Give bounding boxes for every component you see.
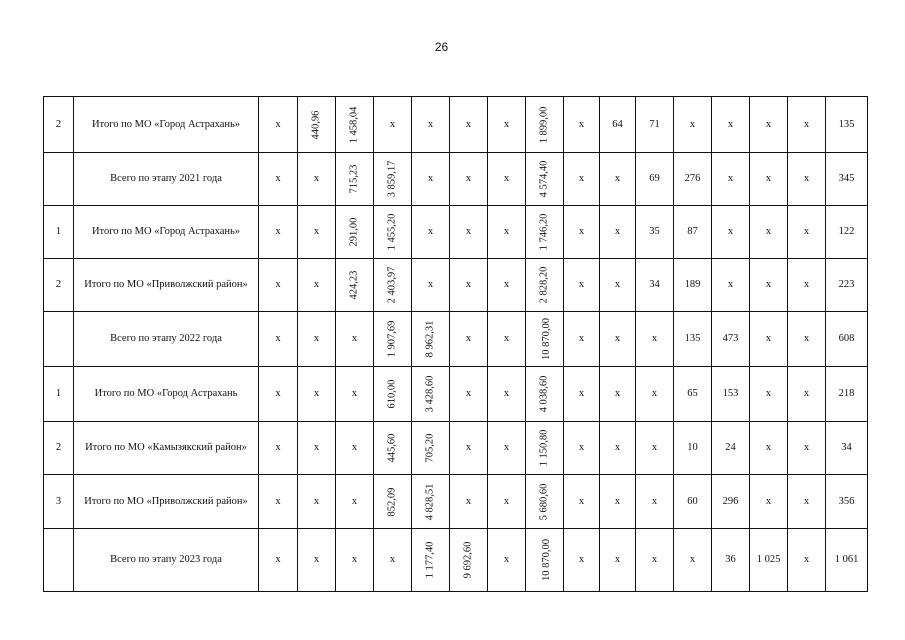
value-cell	[526, 312, 564, 367]
value-cell	[374, 475, 412, 529]
value-cell	[374, 422, 412, 475]
value-cell: 189	[674, 259, 712, 312]
table-row	[44, 312, 868, 367]
rotated-value: 10 870,00	[541, 318, 552, 360]
value-cell: x	[259, 312, 298, 367]
row-number-cell	[44, 153, 74, 206]
value-cell: x	[298, 475, 336, 529]
value-cell	[526, 422, 564, 475]
value-cell: x	[750, 259, 788, 312]
value-cell	[450, 529, 488, 592]
rotated-value: 4 828,51	[424, 483, 436, 520]
value-cell: x	[336, 422, 374, 475]
value-cell: x	[259, 259, 298, 312]
value-cell: 473	[712, 312, 750, 367]
row-number-cell: 2	[44, 97, 74, 153]
row-name-cell: Итого по МО «Приволжский район»	[74, 475, 259, 529]
value-cell: x	[636, 529, 674, 592]
value-cell: 34	[636, 259, 674, 312]
rotated-value: 3 428,60	[424, 375, 436, 413]
value-cell: x	[564, 97, 600, 153]
value-cell: x	[450, 259, 488, 312]
rotated-value: 440,96	[310, 110, 322, 139]
table-row	[44, 206, 868, 259]
rotated-value: 8 962,31	[424, 320, 436, 358]
rotated-value: 9 692,60	[462, 541, 474, 579]
rotated-value: 1 746,20	[538, 213, 550, 251]
value-cell: 135	[674, 312, 712, 367]
value-cell: x	[336, 312, 374, 367]
value-cell: x	[750, 153, 788, 206]
value-cell: 356	[826, 475, 868, 529]
value-cell: x	[374, 97, 412, 153]
value-cell: 296	[712, 475, 750, 529]
row-name-cell: Всего по этапу 2022 года	[74, 312, 259, 367]
rotated-value: 1 150,80	[538, 429, 550, 467]
value-cell: x	[636, 475, 674, 529]
value-cell	[336, 259, 374, 312]
value-cell	[374, 153, 412, 206]
rotated-value: 291,00	[348, 217, 360, 247]
value-cell: x	[788, 259, 826, 312]
value-cell: 153	[712, 367, 750, 422]
value-cell	[336, 153, 374, 206]
table-row	[44, 153, 868, 206]
table-row	[44, 367, 868, 422]
value-cell: x	[636, 367, 674, 422]
table-row	[44, 529, 868, 592]
page-number: 26	[434, 40, 449, 54]
value-cell: x	[259, 367, 298, 422]
value-cell: x	[450, 475, 488, 529]
value-cell: x	[788, 206, 826, 259]
rotated-value: 3 859,17	[386, 160, 398, 198]
value-cell	[412, 312, 450, 367]
value-cell: x	[636, 312, 674, 367]
rotated-value: 1 899,00	[538, 106, 550, 143]
value-cell: x	[564, 475, 600, 529]
rotated-value: 705,20	[424, 433, 436, 463]
row-number-cell: 1	[44, 206, 74, 259]
value-cell: x	[488, 153, 526, 206]
value-cell: 65	[674, 367, 712, 422]
value-cell: x	[488, 367, 526, 422]
value-cell: x	[788, 97, 826, 153]
value-cell: x	[674, 529, 712, 592]
value-cell: x	[374, 529, 412, 592]
value-cell	[526, 529, 564, 592]
value-cell: x	[788, 367, 826, 422]
value-cell: x	[259, 206, 298, 259]
rotated-value: 1 177,40	[424, 541, 436, 579]
rotated-value: 852,09	[386, 487, 398, 516]
value-cell: x	[298, 529, 336, 592]
value-cell: x	[336, 475, 374, 529]
table-row	[44, 475, 868, 529]
row-name-cell: Итого по МО «Камызякский район»	[74, 422, 259, 475]
value-cell: x	[600, 422, 636, 475]
value-cell	[526, 367, 564, 422]
value-cell: 35	[636, 206, 674, 259]
value-cell: x	[450, 367, 488, 422]
row-name-cell: Итого по МО «Город Астрахань»	[74, 97, 259, 153]
value-cell	[526, 97, 564, 153]
value-cell: x	[488, 475, 526, 529]
value-cell	[336, 97, 374, 153]
row-number-cell	[44, 312, 74, 367]
value-cell: x	[750, 206, 788, 259]
row-number-cell: 3	[44, 475, 74, 529]
value-cell: x	[600, 153, 636, 206]
value-cell: 135	[826, 97, 868, 153]
value-cell	[526, 153, 564, 206]
value-cell	[374, 367, 412, 422]
value-cell: x	[564, 259, 600, 312]
value-cell	[412, 422, 450, 475]
value-cell: x	[259, 529, 298, 592]
row-number-cell: 2	[44, 259, 74, 312]
value-cell: 64	[600, 97, 636, 153]
value-cell: x	[750, 97, 788, 153]
table-row	[44, 97, 868, 153]
value-cell: x	[788, 529, 826, 592]
value-cell: x	[788, 153, 826, 206]
value-cell	[412, 529, 450, 592]
value-cell: x	[412, 206, 450, 259]
value-cell: x	[298, 259, 336, 312]
value-cell: x	[488, 206, 526, 259]
value-cell: x	[750, 422, 788, 475]
rotated-value: 1 455,20	[386, 213, 398, 251]
value-cell: 608	[826, 312, 868, 367]
value-cell: x	[259, 475, 298, 529]
value-cell: x	[488, 422, 526, 475]
value-cell: x	[259, 97, 298, 153]
value-cell: x	[788, 475, 826, 529]
row-number-cell: 1	[44, 367, 74, 422]
rotated-value: 10 870,00	[541, 539, 552, 581]
value-cell: x	[336, 529, 374, 592]
value-cell: x	[750, 475, 788, 529]
value-cell: x	[450, 206, 488, 259]
rotated-value: 1 458,04	[348, 106, 360, 143]
rotated-value: 4 574,40	[538, 160, 550, 198]
value-cell	[412, 475, 450, 529]
value-cell: 1 025	[750, 529, 788, 592]
value-cell: x	[412, 259, 450, 312]
value-cell	[412, 367, 450, 422]
rotated-value: 445,60	[386, 433, 398, 463]
value-cell: 69	[636, 153, 674, 206]
value-cell: x	[564, 529, 600, 592]
rotated-value: 5 680,60	[538, 483, 550, 520]
value-cell: x	[450, 312, 488, 367]
value-cell: x	[298, 422, 336, 475]
value-cell: x	[636, 422, 674, 475]
value-cell: x	[259, 422, 298, 475]
rotated-value: 1 907,69	[386, 320, 398, 358]
value-cell: x	[412, 97, 450, 153]
value-cell: 223	[826, 259, 868, 312]
row-name-cell: Итого по МО «Город Астрахань	[74, 367, 259, 422]
value-cell: x	[298, 206, 336, 259]
value-cell: x	[488, 529, 526, 592]
value-cell	[374, 259, 412, 312]
value-cell: 36	[712, 529, 750, 592]
value-cell: x	[564, 422, 600, 475]
value-cell: x	[298, 367, 336, 422]
value-cell: x	[488, 312, 526, 367]
value-cell: x	[600, 367, 636, 422]
value-cell: x	[450, 97, 488, 153]
value-cell: x	[450, 153, 488, 206]
rotated-value: 2 403,97	[386, 266, 398, 304]
value-cell: 71	[636, 97, 674, 153]
value-cell: x	[488, 259, 526, 312]
value-cell: x	[564, 312, 600, 367]
value-cell: 24	[712, 422, 750, 475]
value-cell: 60	[674, 475, 712, 529]
rotated-value: 4 038,60	[538, 375, 550, 413]
value-cell: 276	[674, 153, 712, 206]
row-number-cell: 2	[44, 422, 74, 475]
value-cell: x	[712, 153, 750, 206]
value-cell: x	[712, 97, 750, 153]
value-cell: x	[600, 475, 636, 529]
table-row	[44, 422, 868, 475]
value-cell: x	[259, 153, 298, 206]
value-cell	[336, 206, 374, 259]
value-cell: x	[336, 367, 374, 422]
value-cell: x	[788, 422, 826, 475]
value-cell: 34	[826, 422, 868, 475]
value-cell: x	[600, 529, 636, 592]
row-number-cell	[44, 529, 74, 592]
rotated-value: 2 828,20	[538, 266, 550, 304]
value-cell: x	[564, 206, 600, 259]
rotated-value: 424,23	[348, 270, 360, 300]
value-cell	[526, 259, 564, 312]
value-cell: x	[600, 259, 636, 312]
value-cell	[526, 475, 564, 529]
summary-table	[43, 96, 868, 592]
value-cell: x	[674, 97, 712, 153]
row-name-cell: Всего по этапу 2023 года	[74, 529, 259, 592]
value-cell: 10	[674, 422, 712, 475]
row-name-cell: Итого по МО «Приволжский район»	[74, 259, 259, 312]
value-cell: x	[750, 367, 788, 422]
value-cell: x	[488, 97, 526, 153]
rotated-value: 610,00	[386, 379, 398, 409]
value-cell: x	[788, 312, 826, 367]
value-cell: x	[712, 259, 750, 312]
value-cell: x	[298, 312, 336, 367]
value-cell: x	[298, 153, 336, 206]
value-cell: x	[750, 312, 788, 367]
value-cell: 122	[826, 206, 868, 259]
value-cell: x	[412, 153, 450, 206]
value-cell	[526, 206, 564, 259]
table-body	[44, 97, 868, 592]
value-cell	[374, 312, 412, 367]
value-cell: x	[564, 153, 600, 206]
row-name-cell: Итого по МО «Город Астрахань»	[74, 206, 259, 259]
value-cell: x	[564, 367, 600, 422]
value-cell	[374, 206, 412, 259]
value-cell	[298, 97, 336, 153]
row-name-cell: Всего по этапу 2021 года	[74, 153, 259, 206]
value-cell: 87	[674, 206, 712, 259]
value-cell: 218	[826, 367, 868, 422]
value-cell: x	[600, 206, 636, 259]
value-cell: x	[712, 206, 750, 259]
table-row	[44, 259, 868, 312]
value-cell: 345	[826, 153, 868, 206]
value-cell: 1 061	[826, 529, 868, 592]
value-cell: x	[450, 422, 488, 475]
rotated-value: 715,23	[348, 164, 360, 194]
value-cell: x	[600, 312, 636, 367]
